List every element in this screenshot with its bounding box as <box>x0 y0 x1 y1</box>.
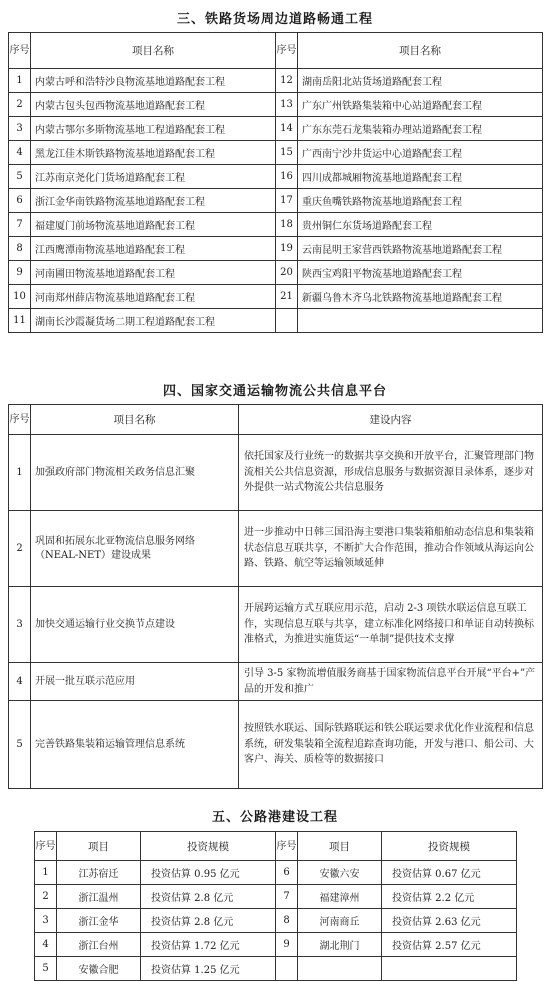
investment-estimate: 投资估算 2.8 亿元 <box>141 909 276 933</box>
project-name: 巩固和拓展东北亚物流信息服务网络（NEAL-NET）建设成果 <box>31 511 239 587</box>
table-row <box>9 435 543 511</box>
construction-content: 开展跨运输方式互联应用示范，启动 2-3 项铁水联运信息互联工作，实现信息互联与共享，建立标准化网络接口和单证自动转换标准格式，为推进实施货运“一单制”提供技术支撑 <box>239 587 543 663</box>
project-name: 云南昆明王家营西铁路物流基地道路配套工程 <box>298 237 543 261</box>
row-number: 3 <box>9 117 31 141</box>
table-header-row <box>9 33 543 69</box>
project-name: 完善铁路集装箱运输管理信息系统 <box>31 701 239 789</box>
col-header-no: 序号 <box>9 33 31 69</box>
investment-estimate: 投资估算 1.72 亿元 <box>141 933 276 957</box>
project-name: 黑龙江佳木斯铁路物流基地道路配套工程 <box>31 141 276 165</box>
project-location: 安徽六安 <box>298 861 382 885</box>
table-row <box>9 117 543 141</box>
project-name: 江苏南京尧化门货场道路配套工程 <box>31 165 276 189</box>
project-location: 安徽合肥 <box>57 957 141 981</box>
investment-estimate: 投资估算 2.57 亿元 <box>382 933 517 957</box>
row-number: 6 <box>9 189 31 213</box>
row-number: 5 <box>35 957 57 981</box>
project-name: 加强政府部门物流相关政务信息汇聚 <box>31 435 239 511</box>
table-row <box>9 141 543 165</box>
row-number <box>276 309 298 333</box>
project-location <box>298 957 382 981</box>
col-header-no: 序号 <box>276 33 298 69</box>
row-number: 3 <box>35 909 57 933</box>
project-name: 广西南宁沙井货运中心道路配套工程 <box>298 141 543 165</box>
col-header-no: 序号 <box>9 405 31 435</box>
row-number: 5 <box>9 165 31 189</box>
project-location: 浙江温州 <box>57 885 141 909</box>
table-row <box>9 237 543 261</box>
row-number: 3 <box>9 587 31 663</box>
row-number: 21 <box>276 285 298 309</box>
row-number <box>276 957 298 981</box>
project-name: 加快交通运输行业交换节点建设 <box>31 587 239 663</box>
project-location: 浙江台州 <box>57 933 141 957</box>
col-header-no: 序号 <box>35 832 57 861</box>
project-name: 新疆乌鲁木齐乌北铁路物流基地道路配套工程 <box>298 285 543 309</box>
table-header-row <box>9 405 543 435</box>
table-row <box>35 885 517 909</box>
logistics-platform-table <box>8 404 543 789</box>
table-row <box>35 933 517 957</box>
row-number: 8 <box>276 909 298 933</box>
project-name: 广东东莞石龙集装箱办理站道路配套工程 <box>298 117 543 141</box>
table-row <box>9 309 543 333</box>
table-row <box>35 909 517 933</box>
section4-title: 四、国家交通运输物流公共信息平台 <box>162 384 387 399</box>
table-header-row <box>35 832 517 861</box>
investment-estimate: 投资估算 2.63 亿元 <box>382 909 517 933</box>
row-number: 12 <box>276 69 298 93</box>
row-number: 11 <box>9 309 31 333</box>
row-number: 8 <box>9 237 31 261</box>
project-name: 四川成都城厢物流基地道路配套工程 <box>298 165 543 189</box>
section5-title: 五、公路港建设工程 <box>211 810 338 825</box>
construction-content: 按照铁水联运、国际铁路联运和铁公联运要求优化作业流程和信息系统，研发集装箱全流程追踪查询功能，开发与港口、船公司、大客户、海关、质检等的数据接口 <box>239 701 543 789</box>
col-header-project: 项目 <box>57 832 141 861</box>
table-row <box>9 663 543 701</box>
project-name: 广东广州铁路集装箱中心站道路配套工程 <box>298 93 543 117</box>
table-row <box>9 189 543 213</box>
project-location: 浙江金华 <box>57 909 141 933</box>
table-row <box>9 69 543 93</box>
project-name: 开展一批互联示范应用 <box>31 663 239 701</box>
project-name: 河南圃田物流基地道路配套工程 <box>31 261 276 285</box>
col-header-content: 建设内容 <box>239 405 543 435</box>
project-name: 陕西宝鸡阳平物流基地道路配套工程 <box>298 261 543 285</box>
row-number: 2 <box>9 93 31 117</box>
row-number: 19 <box>276 237 298 261</box>
construction-content: 依托国家及行业统一的数据共享交换和开放平台，汇聚管理部门物流相关公共信息资源，形成信息服务与数据资源目录体系，逐步对外提供一站式物流公共信息服务 <box>239 435 543 511</box>
project-name: 福建厦门前场物流基地道路配套工程 <box>31 213 276 237</box>
project-name: 内蒙古包头包西物流基地道路配套工程 <box>31 93 276 117</box>
project-name: 湖南岳阳北站货场道路配套工程 <box>298 69 543 93</box>
row-number: 5 <box>9 701 31 789</box>
row-number: 9 <box>276 933 298 957</box>
project-name: 河南郑州薛店物流基地道路配套工程 <box>31 285 276 309</box>
row-number: 7 <box>9 213 31 237</box>
project-name: 贵州铜仁东货场道路配套工程 <box>298 213 543 237</box>
row-number: 1 <box>9 69 31 93</box>
table-row <box>9 261 543 285</box>
row-number: 1 <box>35 861 57 885</box>
construction-content: 引导 3-5 家物流增值服务商基于国家物流信息平台开展“平台+”产品的开发和推广 <box>239 663 543 701</box>
table-row <box>9 285 543 309</box>
row-number: 2 <box>35 885 57 909</box>
highway-port-table <box>34 831 517 981</box>
table-row <box>9 165 543 189</box>
row-number: 4 <box>9 663 31 701</box>
project-name: 内蒙古呼和浩特沙良物流基地道路配套工程 <box>31 69 276 93</box>
row-number: 6 <box>276 861 298 885</box>
row-number: 7 <box>276 885 298 909</box>
project-name: 重庆鱼嘴铁路物流基地道路配套工程 <box>298 189 543 213</box>
project-location: 湖北荆门 <box>298 933 382 957</box>
row-number: 10 <box>9 285 31 309</box>
project-location: 河南商丘 <box>298 909 382 933</box>
row-number: 14 <box>276 117 298 141</box>
project-name: 江西鹰潭南物流基地道路配套工程 <box>31 237 276 261</box>
row-number: 4 <box>9 141 31 165</box>
investment-estimate <box>382 957 517 981</box>
row-number: 17 <box>276 189 298 213</box>
col-header-invest: 投资规模 <box>141 832 276 861</box>
row-number: 15 <box>276 141 298 165</box>
project-name <box>298 309 543 333</box>
investment-estimate: 投资估算 1.25 亿元 <box>141 957 276 981</box>
project-location: 江苏宿迁 <box>57 861 141 885</box>
col-header-project: 项目 <box>298 832 382 861</box>
row-number: 20 <box>276 261 298 285</box>
project-name: 内蒙古鄂尔多斯物流基地工程道路配套工程 <box>31 117 276 141</box>
project-name: 浙江金华南铁路物流基地道路配套工程 <box>31 189 276 213</box>
table-row <box>35 957 517 981</box>
investment-estimate: 投资估算 2.8 亿元 <box>141 885 276 909</box>
col-header-name: 项目名称 <box>298 33 543 69</box>
investment-estimate: 投资估算 2.2 亿元 <box>382 885 517 909</box>
col-header-name: 项目名称 <box>31 33 276 69</box>
row-number: 13 <box>276 93 298 117</box>
investment-estimate: 投资估算 0.95 亿元 <box>141 861 276 885</box>
project-name: 湖南长沙霞凝货场二期工程道路配套工程 <box>31 309 276 333</box>
row-number: 9 <box>9 261 31 285</box>
construction-content: 进一步推动中日韩三国沿海主要港口集装箱船舶动态信息和集装箱状态信息互联共享，不断扩大合作范围，推动合作领域从海运向公路、铁路、航空等运输领域延伸 <box>239 511 543 587</box>
row-number: 18 <box>276 213 298 237</box>
col-header-invest: 投资规模 <box>382 832 517 861</box>
table-row <box>9 213 543 237</box>
railway-road-table <box>8 32 543 333</box>
table-row <box>35 861 517 885</box>
section3-title: 三、铁路货场周边道路畅通工程 <box>176 12 373 27</box>
row-number: 1 <box>9 435 31 511</box>
investment-estimate: 投资估算 0.67 亿元 <box>382 861 517 885</box>
row-number: 4 <box>35 933 57 957</box>
table-row <box>9 701 543 789</box>
col-header-no: 序号 <box>276 832 298 861</box>
table-row <box>9 587 543 663</box>
table-row <box>9 511 543 587</box>
row-number: 16 <box>276 165 298 189</box>
table-row <box>9 93 543 117</box>
project-location: 福建漳州 <box>298 885 382 909</box>
col-header-name: 项目名称 <box>31 405 239 435</box>
row-number: 2 <box>9 511 31 587</box>
